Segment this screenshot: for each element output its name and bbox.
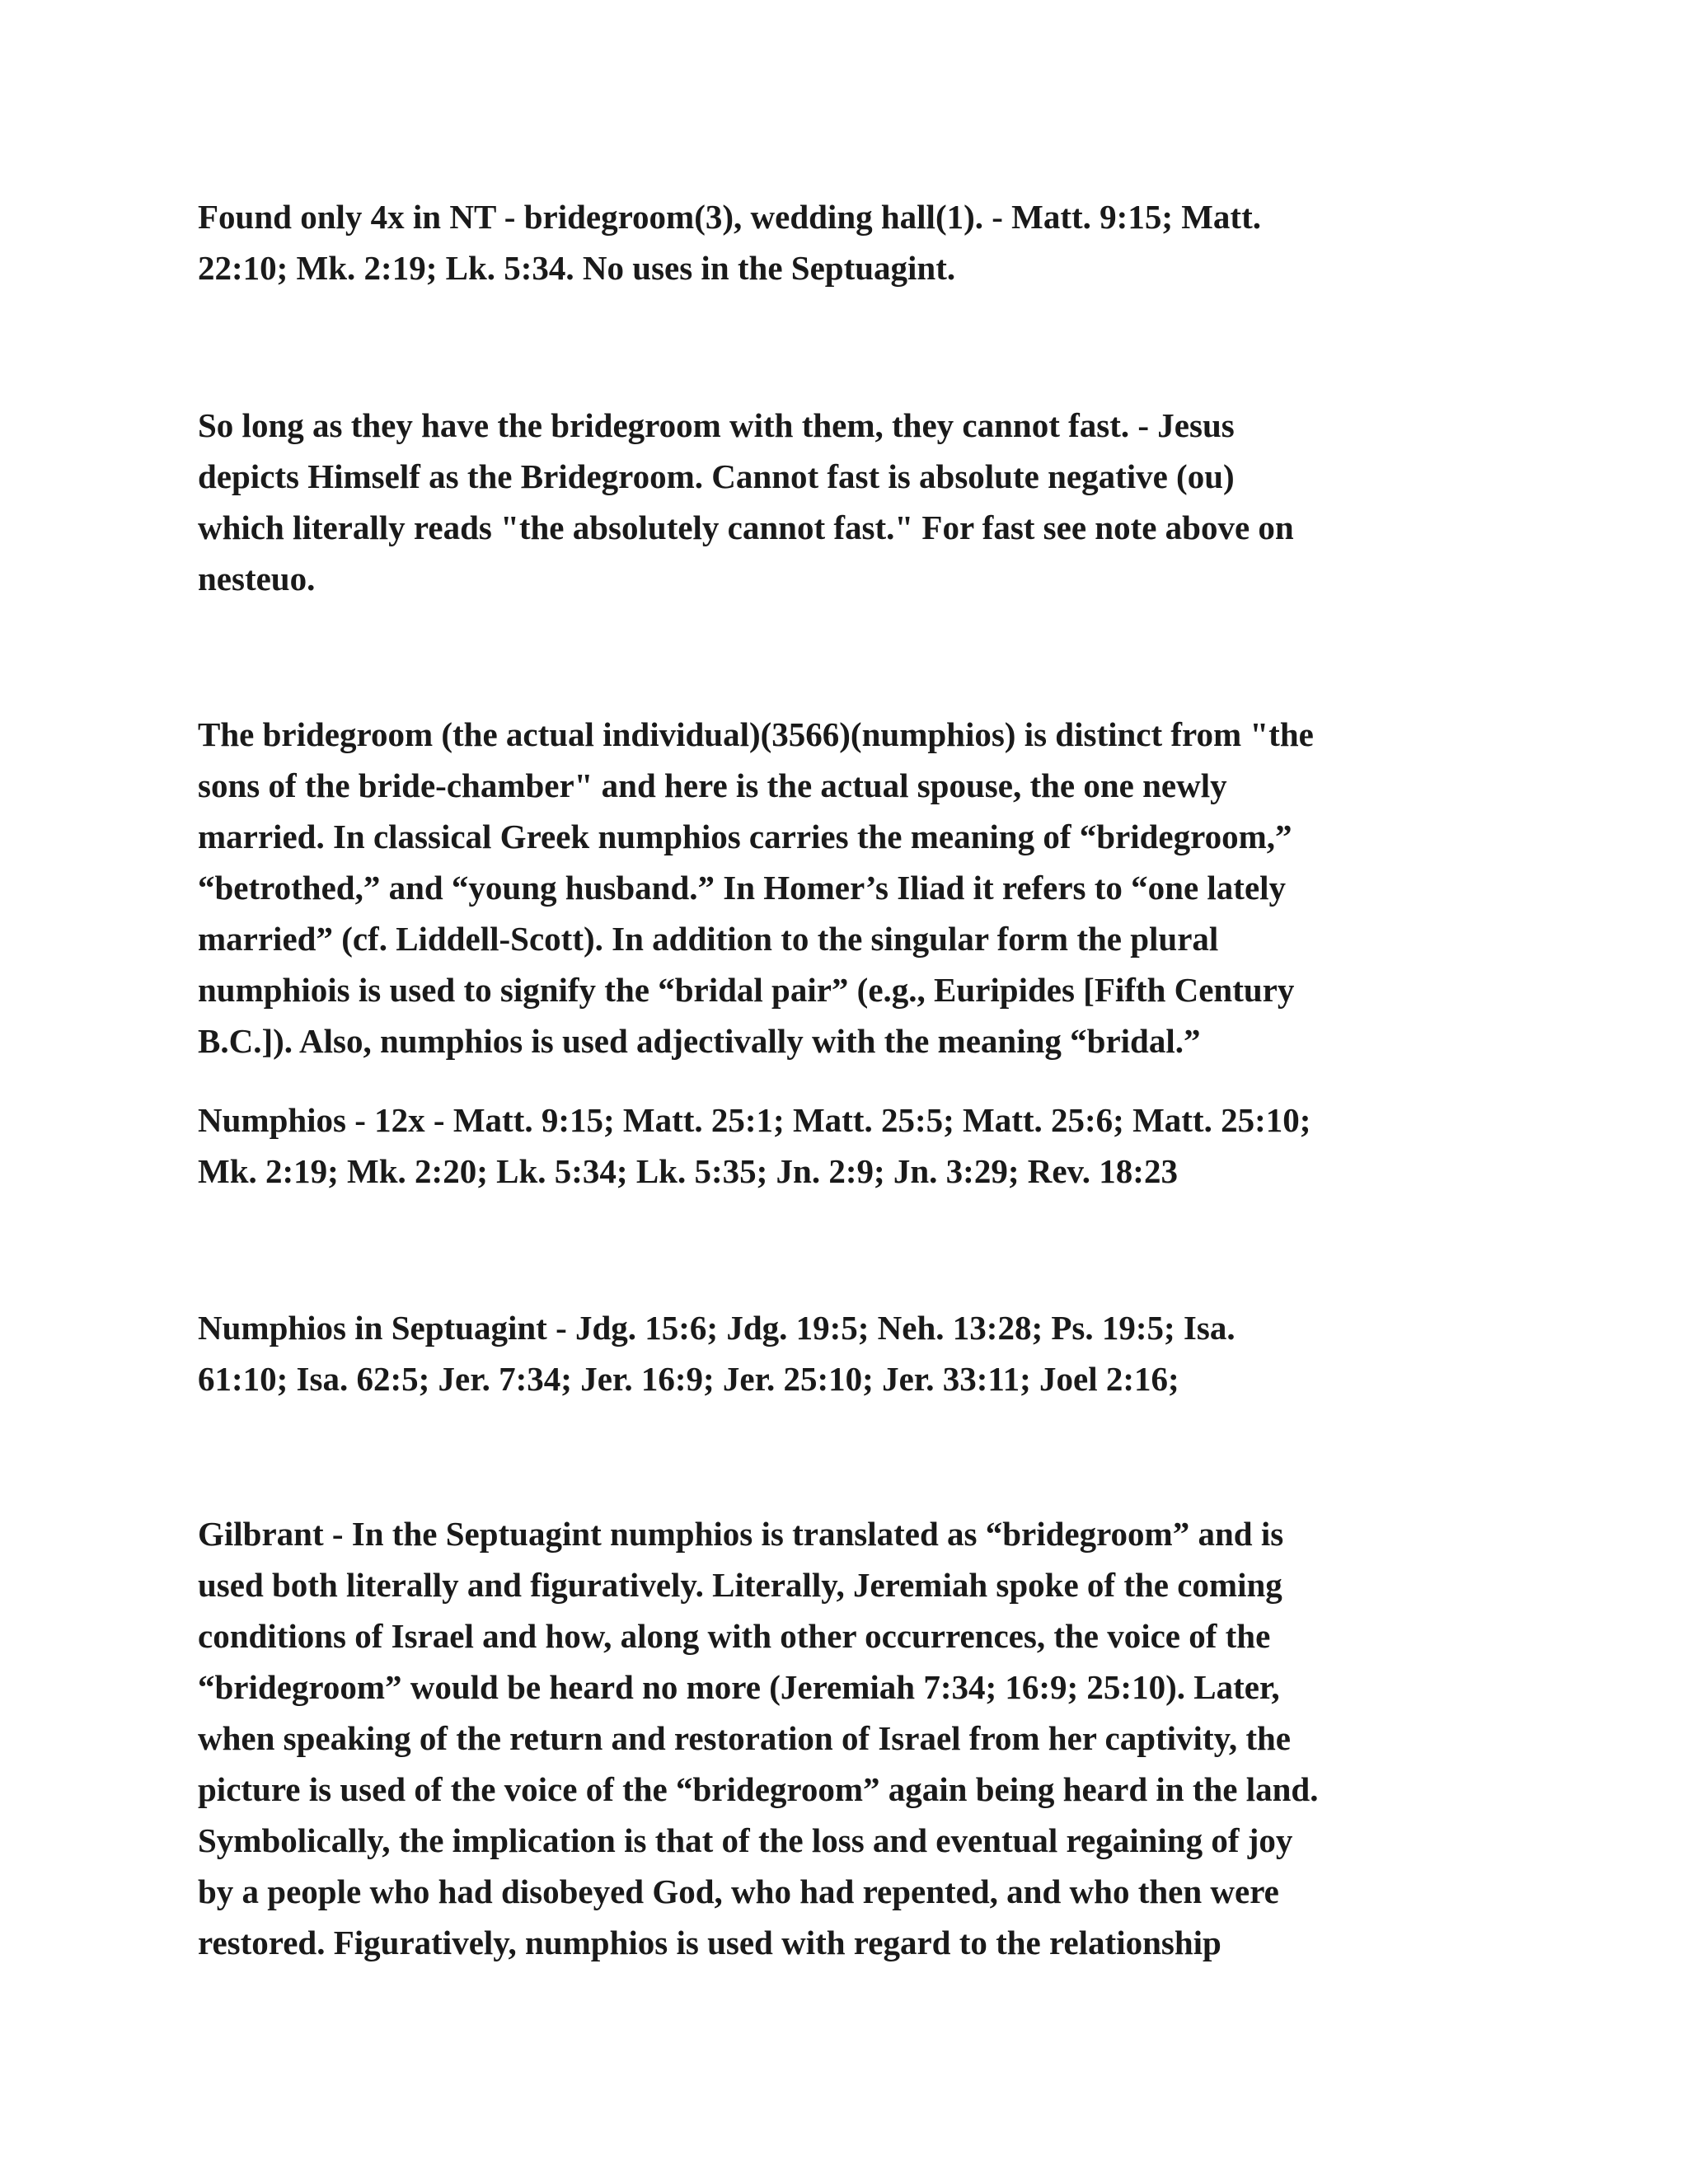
text-line: Numphios in Septuagint - Jdg. 15:6; Jdg. 19:5; Neh. 13:28; Ps. 19:5; Isa. [198,1309,1236,1347]
text-line: Numphios - 12x - Matt. 9:15; Matt. 25:1; Matt. 25:5; Matt. 25:6; Matt. 25:10; [198,1101,1311,1139]
text-line: So long as they have the bridegroom with them, they cannot fast. - Jesus [198,406,1235,444]
text-line: which literally reads "the absolutely cannot fast." For fast see note above on [198,509,1294,546]
text-line: 22:10; Mk. 2:19; Lk. 5:34. No uses in the Septuagint. [198,249,956,287]
paragraph-septuagint-references [198,1302,1484,1404]
text-line: 61:10; Isa. 62:5; Jer. 7:34; Jer. 16:9; Jer. 25:10; Jer. 33:11; Joel 2:16; [198,1360,1179,1398]
paragraph-gilbrant [198,1508,1484,1968]
text-line: married” (cf. Liddell-Scott). In addition to the singular form the plural [198,920,1219,958]
text-line: depicts Himself as the Bridegroom. Cannot fast is absolute negative (ou) [198,457,1235,495]
text-line: conditions of Israel and how, along with other occurrences, the voice of the [198,1617,1271,1655]
paragraph-nt-occurrences [198,191,1484,293]
text-line: used both literally and figuratively. Literally, Jeremiah spoke of the coming [198,1566,1282,1604]
text-line: Found only 4x in NT - bridegroom(3), wedding hall(1). - Matt. 9:15; Matt. [198,198,1261,236]
paragraph-bridegroom-definition [198,709,1484,1066]
text-line: Mk. 2:19; Mk. 2:20; Lk. 5:34; Lk. 5:35; Jn. 2:9; Jn. 3:29; Rev. 18:23 [198,1152,1178,1190]
text-line: B.C.]). Also, numphios is used adjectivally with the meaning “bridal.” [198,1022,1201,1060]
text-line: sons of the bride-chamber" and here is the actual spouse, the one newly [198,766,1227,804]
text-line: Gilbrant - In the Septuagint numphios is translated as “bridegroom” and is [198,1515,1284,1553]
text-line: nesteuo. [198,560,316,598]
paragraph-cannot-fast [198,400,1484,604]
paragraph-numphios-nt-references [198,1094,1484,1197]
text-line: “bridegroom” would be heard no more (Jeremiah 7:34; 16:9; 25:10). Later, [198,1668,1280,1706]
text-line: “betrothed,” and “young husband.” In Homer’s Iliad it refers to “one lately [198,869,1287,907]
text-line: picture is used of the voice of the “bridegroom” again being heard in the land. [198,1770,1319,1808]
text-line: restored. Figuratively, numphios is used with regard to the relationship [198,1924,1221,1961]
text-line: Symbolically, the implication is that of the loss and eventual regaining of joy [198,1821,1293,1859]
text-line: numphiois is used to signify the “bridal pair” (e.g., Euripides [Fifth Century [198,971,1295,1009]
text-line: by a people who had disobeyed God, who had repented, and who then were [198,1872,1279,1910]
text-line: The bridegroom (the actual individual)(3566)(numphios) is distinct from "the [198,715,1314,753]
text-line: when speaking of the return and restoration of Israel from her captivity, the [198,1719,1291,1757]
text-line: married. In classical Greek numphios carries the meaning of “bridegroom,” [198,818,1292,855]
